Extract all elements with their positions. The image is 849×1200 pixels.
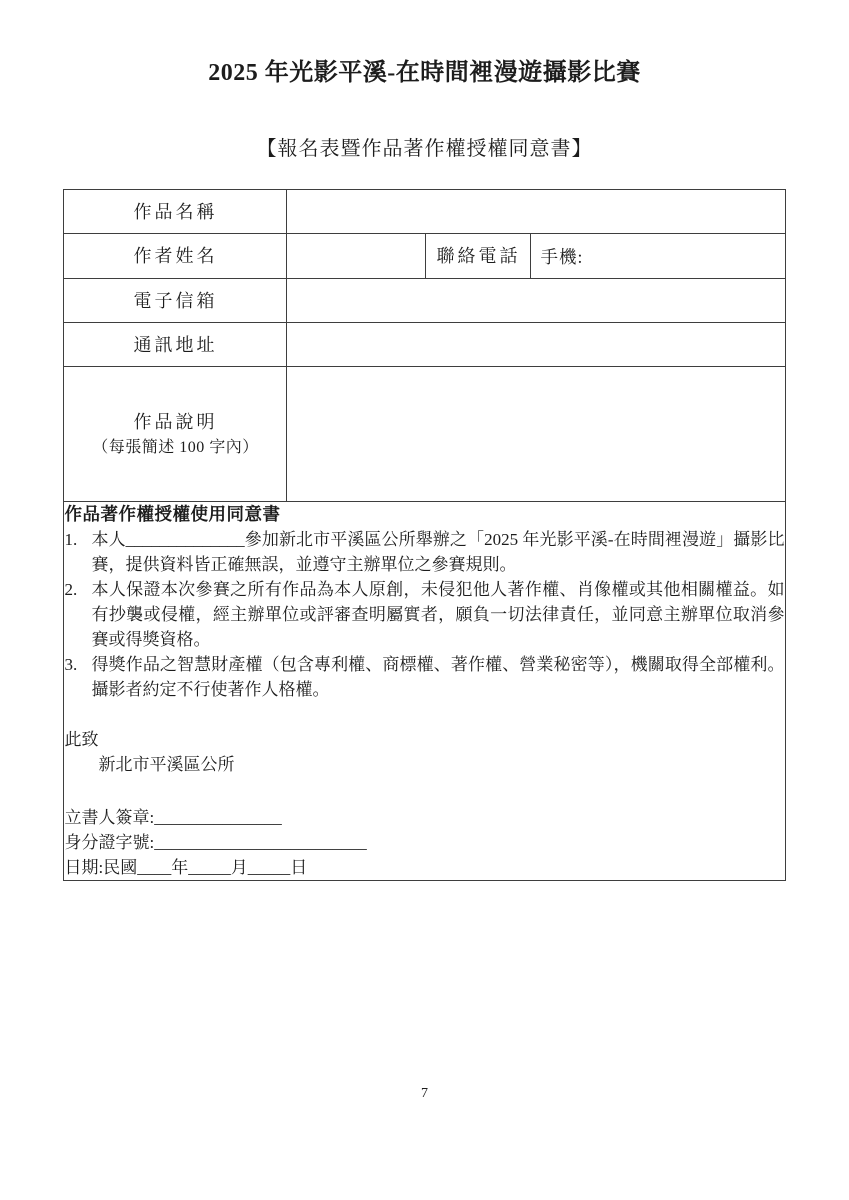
item-3-number: 3. — [64, 655, 78, 674]
description-input-cell[interactable] — [287, 367, 785, 502]
address-label: 通訊地址 — [64, 323, 287, 367]
description-note: （每張簡述 100 字內） — [92, 438, 259, 456]
agreement-section — [64, 502, 785, 881]
item-1-number: 1. — [64, 530, 78, 549]
page-title: 2025 年光影平溪-在時間裡漫遊攝影比賽 — [208, 60, 641, 86]
item-2-text: 本人保證本次參賽之所有作品為本人原創，未侵犯他人著作權、肖像權或其他相關權益。如有抄襲或侵權，經主辦單位或評審查明屬實者，願負一切法律責任，並同意主辦單位取消參賽或得獎資格。 — [91, 580, 785, 649]
description-label-text: 作品說明 — [133, 411, 218, 432]
item-1-text: 本人______________參加新北市平溪區公所舉辦之「2025 年光影平溪-在時間裡漫遊」攝影比賽，提供資料皆正確無誤，並遵守主辦單位之參賽規則。 — [91, 530, 785, 574]
recipient: 新北市平溪區公所 — [98, 755, 235, 774]
agreement-item-1 — [64, 527, 784, 577]
item-3-text: 得獎作品之智慧財產權（包含專利權、商標權、著作權、營業秘密等），機關取得全部權利。攝影者約定不行使著作人格權。 — [91, 655, 785, 699]
id-number-line: 身分證字號:_________________________ — [64, 833, 367, 852]
work-title-label: 作品名稱 — [64, 190, 287, 234]
description-label — [64, 367, 287, 502]
page-number: 7 — [421, 1086, 428, 1101]
work-title-input-cell[interactable] — [287, 190, 785, 234]
salutation: 此致 — [64, 730, 99, 749]
mobile-phone-input-cell[interactable] — [531, 234, 785, 279]
author-row — [64, 234, 785, 279]
spacer — [64, 777, 784, 805]
author-name-label: 作者姓名 — [64, 234, 287, 279]
item-2-number: 2. — [64, 580, 78, 599]
email-input-cell[interactable] — [287, 279, 785, 323]
date-line: 日期:民國____年_____月_____日 — [64, 858, 308, 877]
form-subtitle: 【報名表暨作品著作權授權同意書】 — [256, 138, 593, 160]
signature-line: 立書人簽章:_______________ — [64, 808, 282, 827]
email-row — [64, 279, 785, 323]
agreement-item-3 — [64, 652, 784, 702]
author-name-input-cell[interactable] — [287, 234, 426, 279]
address-input-cell[interactable] — [287, 323, 785, 367]
email-label: 電子信箱 — [64, 279, 287, 323]
agreement-row — [64, 502, 785, 881]
agreement-item-2 — [64, 577, 784, 652]
address-row — [64, 323, 785, 367]
description-row — [64, 367, 785, 502]
contact-phone-label: 聯絡電話 — [426, 234, 531, 279]
registration-table — [63, 189, 785, 881]
spacer — [64, 702, 784, 727]
agreement-heading: 作品著作權授權使用同意書 — [64, 504, 281, 524]
mobile-prefix-label: 手機: — [540, 246, 584, 267]
work-title-row — [64, 190, 785, 234]
